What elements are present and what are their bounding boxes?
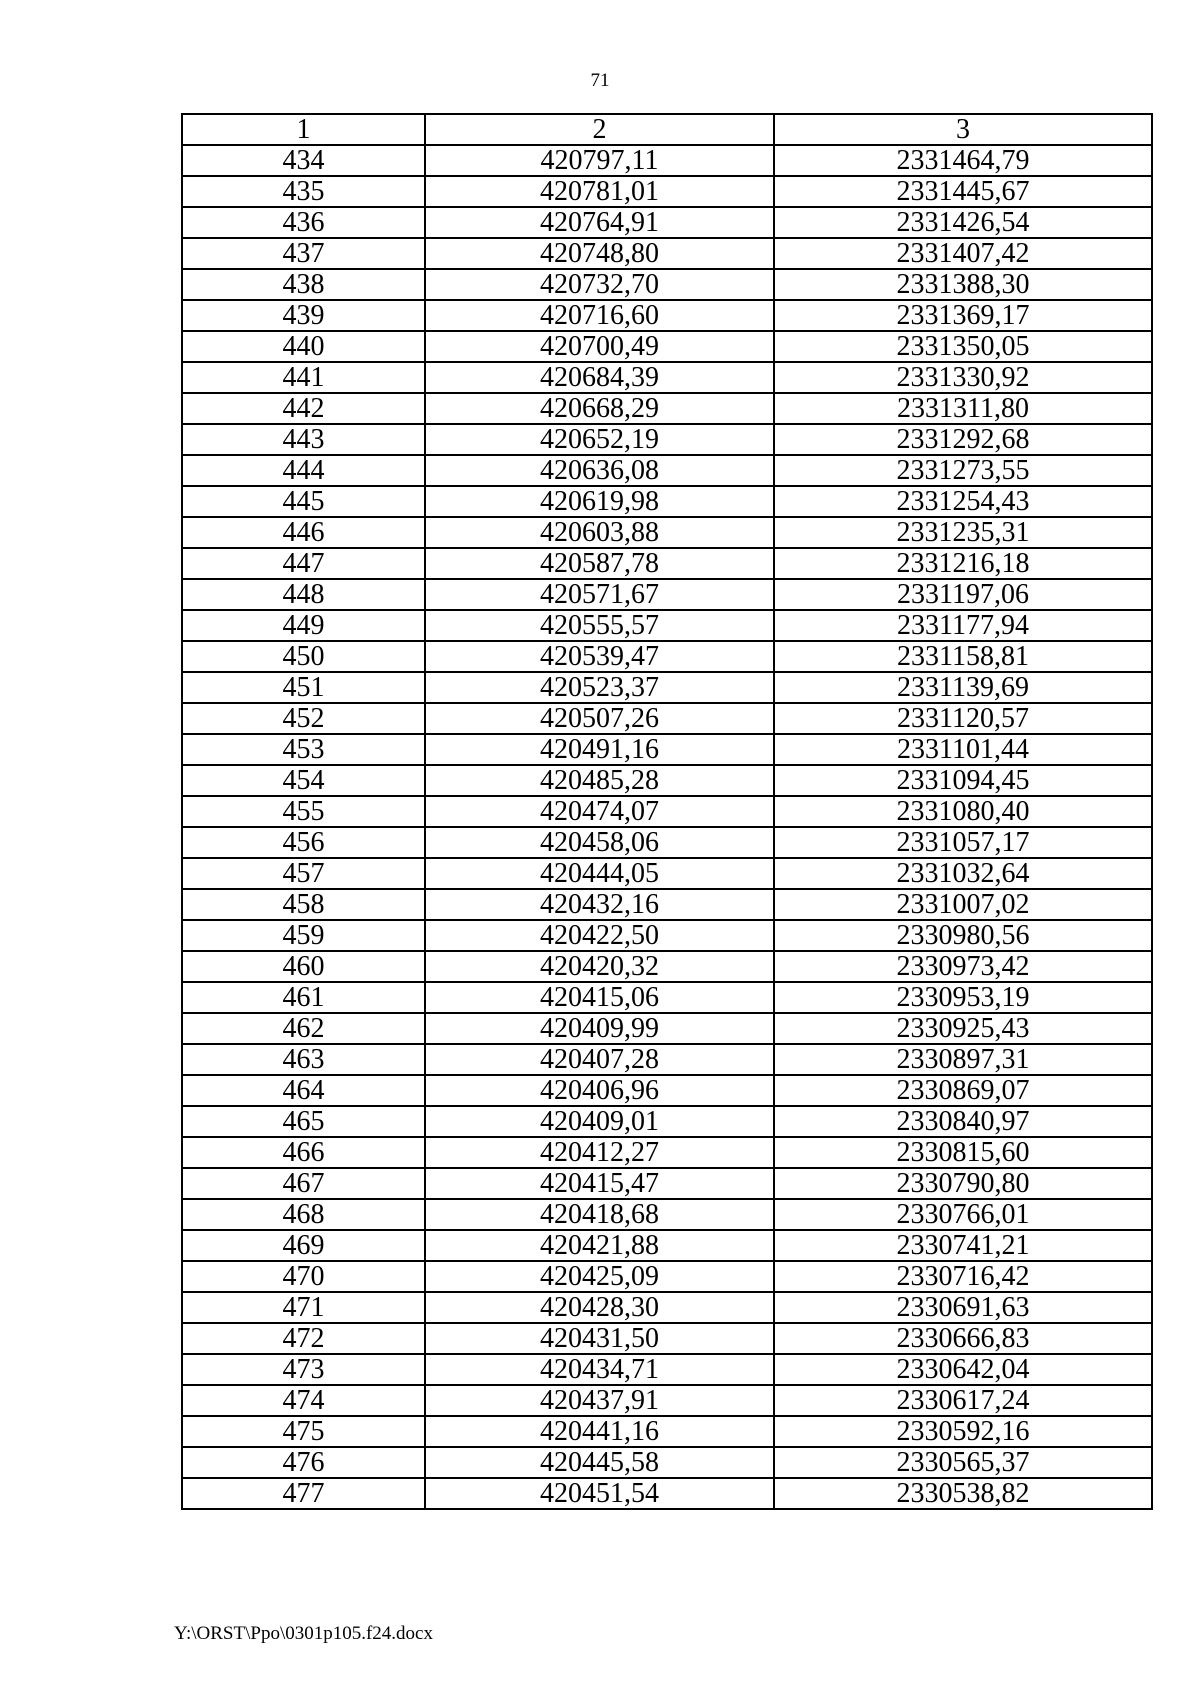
y-coordinate-cell: 2330741,21	[774, 1230, 1152, 1261]
table-row	[182, 796, 1152, 827]
table-row	[182, 1199, 1152, 1230]
x-coordinate-cell: 420445,58	[425, 1447, 774, 1478]
x-coordinate-cell: 420428,30	[425, 1292, 774, 1323]
table-row	[182, 1385, 1152, 1416]
point-number-cell: 444	[182, 455, 425, 486]
table-row	[182, 145, 1152, 176]
x-coordinate-cell: 420420,32	[425, 951, 774, 982]
x-coordinate-cell: 420407,28	[425, 1044, 774, 1075]
y-coordinate-cell: 2330869,07	[774, 1075, 1152, 1106]
point-number-cell: 451	[182, 672, 425, 703]
x-coordinate-cell: 420441,16	[425, 1416, 774, 1447]
table-row	[182, 207, 1152, 238]
y-coordinate-cell: 2330790,80	[774, 1168, 1152, 1199]
table-row	[182, 765, 1152, 796]
point-number-cell: 439	[182, 300, 425, 331]
table-row	[182, 1075, 1152, 1106]
y-coordinate-cell: 2331388,30	[774, 269, 1152, 300]
y-coordinate-cell: 2331426,54	[774, 207, 1152, 238]
x-coordinate-cell: 420431,50	[425, 1323, 774, 1354]
table-row	[182, 486, 1152, 517]
table-header-row	[182, 114, 1152, 145]
point-number-cell: 472	[182, 1323, 425, 1354]
y-coordinate-cell: 2330538,82	[774, 1478, 1152, 1509]
coordinates-table	[181, 113, 1153, 1510]
point-number-cell: 470	[182, 1261, 425, 1292]
y-coordinate-cell: 2330716,42	[774, 1261, 1152, 1292]
y-coordinate-cell: 2331007,02	[774, 889, 1152, 920]
page-number: 71	[590, 70, 610, 91]
y-coordinate-cell: 2330925,43	[774, 1013, 1152, 1044]
table-row	[182, 424, 1152, 455]
x-coordinate-cell: 420406,96	[425, 1075, 774, 1106]
y-coordinate-cell: 2330980,56	[774, 920, 1152, 951]
point-number-cell: 449	[182, 610, 425, 641]
table-row	[182, 1044, 1152, 1075]
y-coordinate-cell: 2331350,05	[774, 331, 1152, 362]
point-number-cell: 460	[182, 951, 425, 982]
y-coordinate-cell: 2331094,45	[774, 765, 1152, 796]
x-coordinate-cell: 420458,06	[425, 827, 774, 858]
x-coordinate-cell: 420432,16	[425, 889, 774, 920]
y-coordinate-cell: 2331235,31	[774, 517, 1152, 548]
y-coordinate-cell: 2331080,40	[774, 796, 1152, 827]
point-number-cell: 443	[182, 424, 425, 455]
file-path-footer: Y:\ORST\Ppo\0301p105.f24.docx	[174, 1623, 433, 1644]
y-coordinate-cell: 2331254,43	[774, 486, 1152, 517]
x-coordinate-cell: 420415,47	[425, 1168, 774, 1199]
table-row	[182, 1323, 1152, 1354]
x-coordinate-cell: 420571,67	[425, 579, 774, 610]
x-coordinate-cell: 420555,57	[425, 610, 774, 641]
x-coordinate-cell: 420781,01	[425, 176, 774, 207]
table-row	[182, 1168, 1152, 1199]
table-row	[182, 610, 1152, 641]
x-coordinate-cell: 420748,80	[425, 238, 774, 269]
table-row	[182, 579, 1152, 610]
point-number-cell: 450	[182, 641, 425, 672]
table-row	[182, 951, 1152, 982]
x-coordinate-cell: 420764,91	[425, 207, 774, 238]
point-number-cell: 469	[182, 1230, 425, 1261]
x-coordinate-cell: 420421,88	[425, 1230, 774, 1261]
x-coordinate-cell: 420485,28	[425, 765, 774, 796]
x-coordinate-cell: 420474,07	[425, 796, 774, 827]
point-number-cell: 459	[182, 920, 425, 951]
column-header: 2	[425, 114, 774, 145]
x-coordinate-cell: 420636,08	[425, 455, 774, 486]
y-coordinate-cell: 2330642,04	[774, 1354, 1152, 1385]
y-coordinate-cell: 2331177,94	[774, 610, 1152, 641]
point-number-cell: 437	[182, 238, 425, 269]
table-row	[182, 548, 1152, 579]
point-number-cell: 473	[182, 1354, 425, 1385]
table-row	[182, 982, 1152, 1013]
point-number-cell: 441	[182, 362, 425, 393]
x-coordinate-cell: 420422,50	[425, 920, 774, 951]
point-number-cell: 475	[182, 1416, 425, 1447]
point-number-cell: 461	[182, 982, 425, 1013]
point-number-cell: 458	[182, 889, 425, 920]
point-number-cell: 454	[182, 765, 425, 796]
y-coordinate-cell: 2330973,42	[774, 951, 1152, 982]
point-number-cell: 457	[182, 858, 425, 889]
x-coordinate-cell: 420603,88	[425, 517, 774, 548]
point-number-cell: 477	[182, 1478, 425, 1509]
point-number-cell: 438	[182, 269, 425, 300]
x-coordinate-cell: 420507,26	[425, 703, 774, 734]
table-row	[182, 1478, 1152, 1509]
x-coordinate-cell: 420700,49	[425, 331, 774, 362]
y-coordinate-cell: 2331273,55	[774, 455, 1152, 486]
point-number-cell: 465	[182, 1106, 425, 1137]
y-coordinate-cell: 2330953,19	[774, 982, 1152, 1013]
point-number-cell: 476	[182, 1447, 425, 1478]
x-coordinate-cell: 420668,29	[425, 393, 774, 424]
x-coordinate-cell: 420652,19	[425, 424, 774, 455]
table-row	[182, 920, 1152, 951]
y-coordinate-cell: 2331197,06	[774, 579, 1152, 610]
y-coordinate-cell: 2331464,79	[774, 145, 1152, 176]
table-row	[182, 300, 1152, 331]
column-header: 1	[182, 114, 425, 145]
y-coordinate-cell: 2331407,42	[774, 238, 1152, 269]
point-number-cell: 463	[182, 1044, 425, 1075]
x-coordinate-cell: 420523,37	[425, 672, 774, 703]
table-row	[182, 889, 1152, 920]
x-coordinate-cell: 420425,09	[425, 1261, 774, 1292]
point-number-cell: 434	[182, 145, 425, 176]
point-number-cell: 453	[182, 734, 425, 765]
x-coordinate-cell: 420409,01	[425, 1106, 774, 1137]
table-row	[182, 1292, 1152, 1323]
point-number-cell: 455	[182, 796, 425, 827]
point-number-cell: 471	[182, 1292, 425, 1323]
y-coordinate-cell: 2331445,67	[774, 176, 1152, 207]
y-coordinate-cell: 2331101,44	[774, 734, 1152, 765]
table-row	[182, 1354, 1152, 1385]
table-row	[182, 1013, 1152, 1044]
column-header: 3	[774, 114, 1152, 145]
point-number-cell: 442	[182, 393, 425, 424]
y-coordinate-cell: 2330691,63	[774, 1292, 1152, 1323]
x-coordinate-cell: 420409,99	[425, 1013, 774, 1044]
table-row	[182, 1137, 1152, 1168]
table-row	[182, 641, 1152, 672]
point-number-cell: 456	[182, 827, 425, 858]
table-row	[182, 176, 1152, 207]
x-coordinate-cell: 420619,98	[425, 486, 774, 517]
table-row	[182, 672, 1152, 703]
point-number-cell: 446	[182, 517, 425, 548]
table-row	[182, 238, 1152, 269]
x-coordinate-cell: 420732,70	[425, 269, 774, 300]
y-coordinate-cell: 2331120,57	[774, 703, 1152, 734]
point-number-cell: 448	[182, 579, 425, 610]
x-coordinate-cell: 420444,05	[425, 858, 774, 889]
y-coordinate-cell: 2330617,24	[774, 1385, 1152, 1416]
table-row	[182, 1261, 1152, 1292]
table-row	[182, 827, 1152, 858]
x-coordinate-cell: 420437,91	[425, 1385, 774, 1416]
x-coordinate-cell: 420716,60	[425, 300, 774, 331]
y-coordinate-cell: 2331292,68	[774, 424, 1152, 455]
point-number-cell: 447	[182, 548, 425, 579]
table-row	[182, 703, 1152, 734]
y-coordinate-cell: 2330766,01	[774, 1199, 1152, 1230]
point-number-cell: 445	[182, 486, 425, 517]
y-coordinate-cell: 2331330,92	[774, 362, 1152, 393]
point-number-cell: 462	[182, 1013, 425, 1044]
y-coordinate-cell: 2330840,97	[774, 1106, 1152, 1137]
x-coordinate-cell: 420684,39	[425, 362, 774, 393]
point-number-cell: 440	[182, 331, 425, 362]
y-coordinate-cell: 2330666,83	[774, 1323, 1152, 1354]
y-coordinate-cell: 2331369,17	[774, 300, 1152, 331]
y-coordinate-cell: 2330815,60	[774, 1137, 1152, 1168]
point-number-cell: 464	[182, 1075, 425, 1106]
point-number-cell: 436	[182, 207, 425, 238]
table-row	[182, 331, 1152, 362]
table-body	[182, 145, 1152, 1509]
y-coordinate-cell: 2330592,16	[774, 1416, 1152, 1447]
x-coordinate-cell: 420451,54	[425, 1478, 774, 1509]
table-row	[182, 517, 1152, 548]
x-coordinate-cell: 420418,68	[425, 1199, 774, 1230]
y-coordinate-cell: 2330565,37	[774, 1447, 1152, 1478]
y-coordinate-cell: 2331139,69	[774, 672, 1152, 703]
point-number-cell: 474	[182, 1385, 425, 1416]
y-coordinate-cell: 2331311,80	[774, 393, 1152, 424]
point-number-cell: 468	[182, 1199, 425, 1230]
y-coordinate-cell: 2331158,81	[774, 641, 1152, 672]
y-coordinate-cell: 2331057,17	[774, 827, 1152, 858]
table-row	[182, 269, 1152, 300]
point-number-cell: 467	[182, 1168, 425, 1199]
table-row	[182, 1230, 1152, 1261]
x-coordinate-cell: 420412,27	[425, 1137, 774, 1168]
table-row	[182, 362, 1152, 393]
x-coordinate-cell: 420434,71	[425, 1354, 774, 1385]
point-number-cell: 466	[182, 1137, 425, 1168]
y-coordinate-cell: 2331216,18	[774, 548, 1152, 579]
table-row	[182, 734, 1152, 765]
table-row	[182, 1106, 1152, 1137]
point-number-cell: 452	[182, 703, 425, 734]
x-coordinate-cell: 420491,16	[425, 734, 774, 765]
y-coordinate-cell: 2331032,64	[774, 858, 1152, 889]
x-coordinate-cell: 420539,47	[425, 641, 774, 672]
x-coordinate-cell: 420587,78	[425, 548, 774, 579]
x-coordinate-cell: 420415,06	[425, 982, 774, 1013]
table-row	[182, 1447, 1152, 1478]
table-row	[182, 393, 1152, 424]
table-row	[182, 1416, 1152, 1447]
y-coordinate-cell: 2330897,31	[774, 1044, 1152, 1075]
table-row	[182, 858, 1152, 889]
x-coordinate-cell: 420797,11	[425, 145, 774, 176]
table-row	[182, 455, 1152, 486]
point-number-cell: 435	[182, 176, 425, 207]
